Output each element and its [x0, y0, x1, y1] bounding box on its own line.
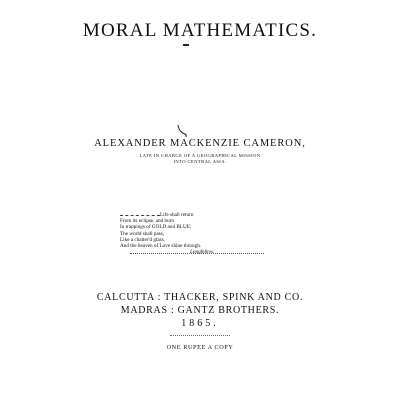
- imprint: [0, 291, 400, 330]
- price-note: ONE RUPEE A COPY: [166, 344, 234, 351]
- imprint-publisher-calcutta: CALCUTTA : THACKER, SPINK AND CO.: [96, 292, 304, 303]
- epigraph-bottom-rule: [130, 253, 264, 254]
- epigraph: [120, 212, 290, 255]
- imprint-publisher-madras: MADRAS : GANTZ BROTHERS.: [120, 305, 280, 316]
- epigraph-attribution: Longfellow.: [190, 249, 215, 256]
- author-name: ALEXANDER MACKENZIE CAMERON,: [94, 138, 306, 149]
- book-title: MORAL MATHEMATICS.: [82, 20, 318, 41]
- author-description-line: LATE IN CHARGE OF A GEOGRAPHICAL MISSION: [139, 153, 261, 158]
- author-description-line: INTO CENTRAL ASIA.: [173, 159, 227, 164]
- title-mark: [183, 44, 189, 46]
- epigraph-line: From its eclipse, and burn: [120, 218, 175, 225]
- epigraph-line: And the heaven of Love shine through.: [120, 243, 202, 250]
- epigraph-line: Life shall return: [160, 212, 194, 218]
- epigraph-line: The world shall pass,: [120, 230, 165, 237]
- epigraph-line: In trappings of GOLD and BLUE;: [120, 224, 192, 231]
- ornament-swash: [176, 124, 188, 138]
- price-divider: [170, 335, 230, 336]
- imprint-year: 1865.: [181, 318, 219, 329]
- author-description: [0, 153, 400, 165]
- epigraph-line: Like a chatter'd glass,: [120, 236, 166, 243]
